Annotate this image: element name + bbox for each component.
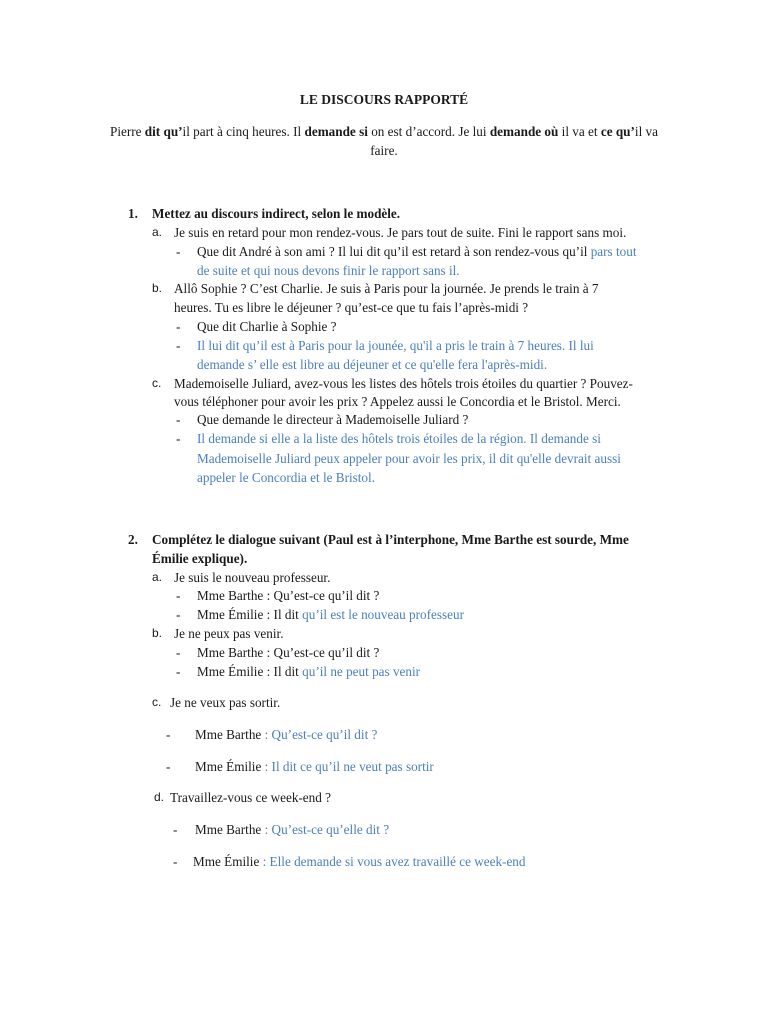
answer-text: Mademoiselle Juliard peux appeler pour avoir les prix, il dit qu'elle devrait aussi <box>197 451 621 466</box>
item-marker: a. <box>152 570 163 584</box>
item-marker: c. <box>152 376 162 390</box>
answer-text: Il demande si elle a la liste des hôtels trois étoiles de la région. Il demande si <box>197 431 601 446</box>
answer-text: qu’il ne peut pas venir <box>302 664 421 679</box>
answer-text: demande s’ elle est libre au déjeuner et ce qu'elle fera l'après-midi. <box>197 357 548 372</box>
item-marker: a. <box>152 225 163 239</box>
page-title: LE DISCOURS RAPPORTÉ <box>299 92 469 107</box>
speaker-text: Mme Émilie : Il dit <box>197 607 303 622</box>
speaker-text: Mme Émilie <box>193 854 263 869</box>
intro-text: il va faire. <box>370 124 658 158</box>
dialogue-line <box>197 662 420 681</box>
list-dash: - <box>173 822 178 837</box>
exercise-heading: Complétez le dialogue suivant (Paul est à l’interphone, Mme Barthe est sourde, Mme <box>152 532 629 547</box>
speaker-text: Mme Émilie <box>195 759 265 774</box>
dialogue-line <box>193 852 526 871</box>
intro-bold: demande où <box>489 124 559 139</box>
item-text: Mademoiselle Juliard, avez-vous les listes des hôtels trois étoiles du quartier ? Pouvez- <box>174 376 633 391</box>
dialogue-line <box>195 725 377 744</box>
list-dash: - <box>176 412 181 427</box>
item-question: Que demande le directeur à Mademoiselle Juliard ? <box>197 412 469 427</box>
answer-text: : Qu’est-ce qu’il dit ? <box>264 727 378 742</box>
list-dash: - <box>176 588 181 603</box>
list-dash: - <box>173 854 178 869</box>
dialogue-line <box>195 757 434 776</box>
answer-text: : Elle demande si vous avez travaillé ce week-end <box>262 854 526 869</box>
list-dash: - <box>166 727 171 742</box>
answer-text: appeler le Concordia et le Bristol. <box>197 470 375 485</box>
item-text: Allô Sophie ? C’est Charlie. Je suis à Paris pour la journée. Je prends le train à 7 <box>174 281 599 296</box>
answer-text: : Qu’est-ce qu’elle dit ? <box>264 822 390 837</box>
answer-text: : Il dit ce qu’il ne veut pas sortir <box>264 759 434 774</box>
item-text: Je suis le nouveau professeur. <box>174 570 331 585</box>
item-marker: c. <box>152 695 162 709</box>
speaker-text: Mme Barthe <box>195 822 265 837</box>
answer-text: de suite et qui nous devons finir le rapport sans il. <box>197 263 460 278</box>
answer-text: Il lui dit qu’il est à Paris pour la jounée, qu'il a pris le train à 7 heures. Il lui <box>197 338 594 353</box>
item-text: Je ne veux pas sortir. <box>170 695 281 710</box>
item-text: heures. Tu es libre le déjeuner ? qu’est-ce que tu fais l’après-midi ? <box>174 300 529 315</box>
item-marker: b. <box>152 281 163 295</box>
item-text: vous téléphoner pour avoir les prix ? Appelez aussi le Concordia et le Bristol. Merci. <box>174 394 621 409</box>
intro-bold: demande si <box>304 124 368 139</box>
dialogue-line: Mme Barthe : Qu’est-ce qu’il dit ? <box>197 588 380 603</box>
list-dash: - <box>166 759 171 774</box>
dialogue-line <box>197 605 464 624</box>
exercise-heading: Émilie explique). <box>152 551 248 566</box>
dialogue-line <box>195 820 389 839</box>
list-dash: - <box>176 645 181 660</box>
list-dash: - <box>176 244 181 259</box>
answer-text: qu’il est le nouveau professeur <box>302 607 464 622</box>
exercise-heading: Mettez au discours indirect, selon le modèle. <box>152 206 401 221</box>
list-dash: - <box>176 607 181 622</box>
speaker-text: Mme Émilie : Il dit <box>197 664 303 679</box>
list-dash: - <box>176 319 181 334</box>
item-marker: b. <box>152 626 163 640</box>
item-text: Je suis en retard pour mon rendez-vous. Je pars tout de suite. Fini le rapport sans moi. <box>174 225 627 240</box>
item-marker: d. <box>154 790 165 804</box>
item-text: Je ne peux pas venir. <box>174 626 284 641</box>
question-text: Que dit André à son ami ? Il lui dit qu’il est retard à son rendez-vous qu’il <box>197 244 591 259</box>
intro-text: il va et <box>558 124 601 139</box>
list-dash: - <box>176 431 181 446</box>
list-dash: - <box>176 338 181 353</box>
exercise-number: 1. <box>128 206 138 221</box>
intro-paragraph <box>110 122 658 160</box>
intro-text: il part à cinq heures. Il <box>182 124 305 139</box>
answer-text: pars tout <box>590 244 637 259</box>
intro-bold: dit qu’ <box>144 124 183 139</box>
intro-text: on est d’accord. Je lui <box>367 124 490 139</box>
exercise-number: 2. <box>128 532 138 547</box>
intro-text: Pierre <box>110 124 145 139</box>
item-question: Que dit Charlie à Sophie ? <box>197 319 337 334</box>
item-text: Travaillez-vous ce week-end ? <box>170 790 331 805</box>
item-question <box>197 242 637 261</box>
intro-bold: ce qu’ <box>600 124 635 139</box>
list-dash: - <box>176 664 181 679</box>
speaker-text: Mme Barthe <box>195 727 265 742</box>
dialogue-line: Mme Barthe : Qu’est-ce qu’il dit ? <box>197 645 380 660</box>
